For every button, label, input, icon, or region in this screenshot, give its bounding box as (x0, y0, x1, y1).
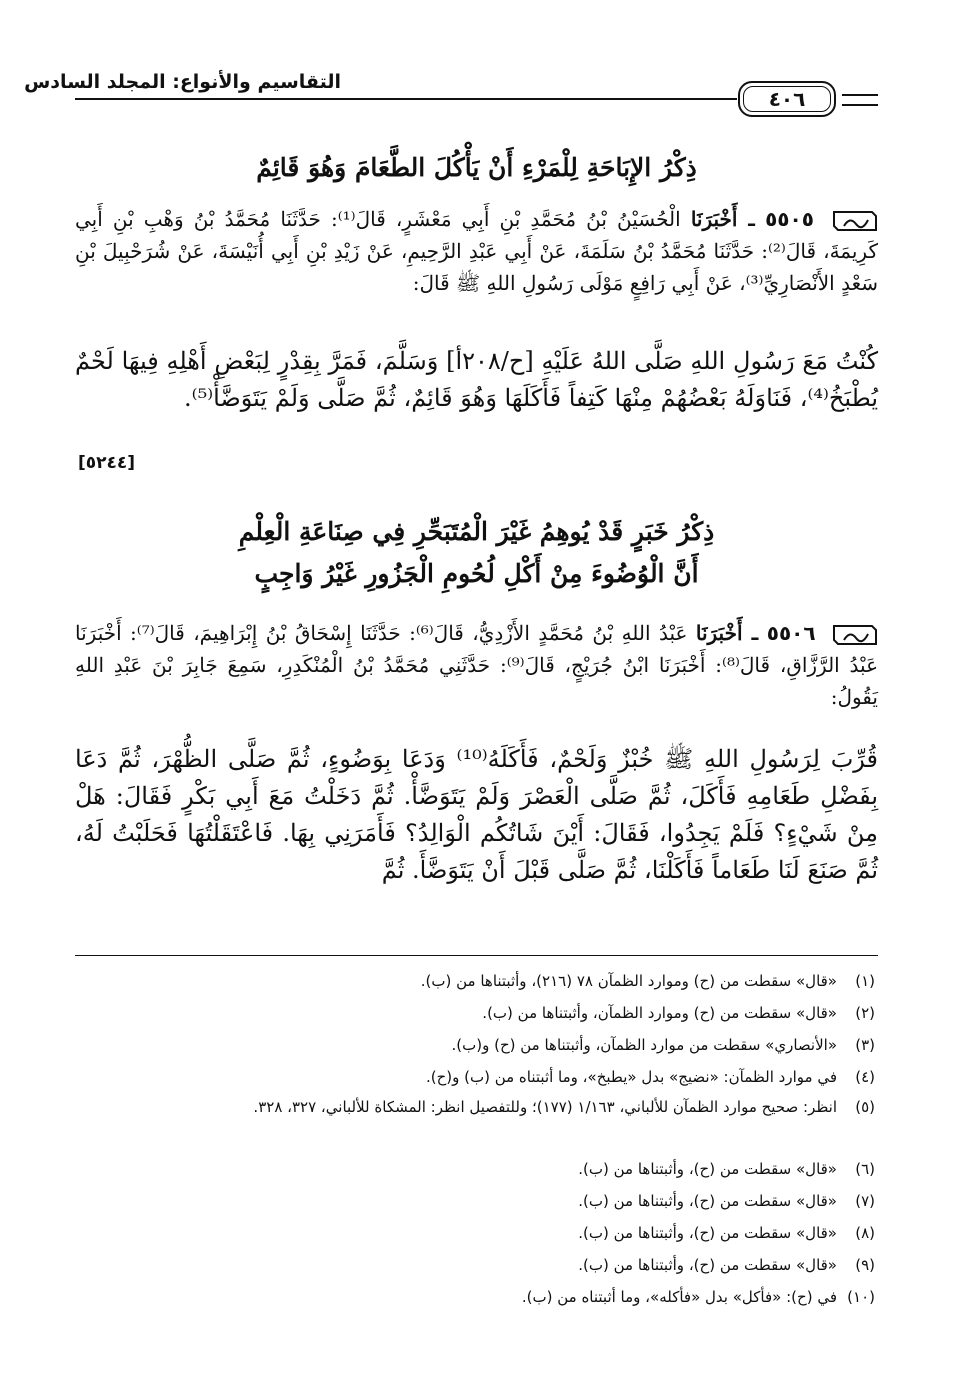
hadith-ornament-icon (832, 208, 878, 234)
section-2-heading-line-2: أَنَّ الْوُضُوءَ مِنْ أَكْلِ لُحُومِ الْجَزُورِ غَيْرُ وَاجِبٍ (254, 559, 699, 588)
akhbarana-label: أَخْبَرَنَا (695, 621, 743, 645)
section-2-heading-line-1: ذِكْرُ خَبَرٍ قَدْ يُوهِمُ غَيْرَ الْمُتَبَحِّرِ فِي صِنَاعَةِ الْعِلْمِ (238, 517, 715, 546)
running-title: التقاسيم والأنواع: المجلد السادس (24, 71, 341, 93)
footnote-6: (٦)«قال» سقطت من (ح)، وأثبتناها من (ب). (578, 1160, 875, 1178)
hadith-5505-reference: [٥٢٤٤] (78, 453, 136, 473)
hadith-5506-isnad: ٥٥٠٦ ـ أَخْبَرَنَا عَبْدُ اللهِ بْنُ مُحَمَّدٍ الأَزْدِيُّ، قَالَ⁽⁶⁾: حَدَّثَنَا إِسْحَاقُ بْنُ إِبْرَاهِيمَ، قَالَ⁽⁷⁾: أَخْبَرَنَا عَبْدُ الرَّزَّاقِ، قَالَ⁽⁸⁾: أَخْبَرَنَا ابْنُ جُرَيْجٍ، قَالَ⁽⁹⁾: حَدَّثَنِي مُحَمَّدُ بْنُ الْمُنْكَدِرِ، سَمِعَ جَابِرَ بْنَ عَبْدِ اللهِ يَقُولُ: (75, 621, 879, 709)
hadith-number: ٥٥٠٥ (765, 207, 814, 231)
hadith-5505-isnad: ٥٥٠٥ ـ أَخْبَرَنَا الْحُسَيْنُ بْنُ مُحَمَّدِ بْنِ أَبِي مَعْشَرٍ، قَالَ⁽¹⁾: حَدَّثَنَا مُحَمَّدُ بْنُ وَهْبِ بْنِ أَبِي كَرِيمَةَ، قَالَ⁽²⁾: حَدَّثَنَا مُحَمَّدُ بْنُ سَلَمَةَ، عَنْ أَبِي عَبْدِ الرَّحِيمِ، عَنْ زَيْدِ بْنِ أَبِي أُنَيْسَةَ، عَنْ شُرَحْبِيلَ بْنِ سَعْدٍ الأَنْصَارِيِّ⁽³⁾، عَنْ أَبِي رَافِعٍ مَوْلَى رَسُولِ اللهِ ﷺ قَالَ: (75, 207, 878, 295)
header-rule (75, 98, 737, 100)
footnote-4: (٤)في موارد الظمآن: «نضيج» بدل «يطبخ»، وما أثبتناه من (ب) و(ح). (425, 1068, 875, 1086)
hadith-ornament-icon (832, 622, 878, 648)
footnotes (75, 965, 875, 1313)
page-number: ٤٠٦ (768, 87, 806, 111)
footnote-1: (١)«قال» سقطت من (ح) وموارد الظمآن ٧٨ (٢١٦)، وأثبتناها من (ب). (420, 972, 875, 990)
footnote-5: (٥)انظر: صحيح موارد الظمآن للألباني، ١/١٦٣ (١٧٧)؛ وللتفصيل انظر: المشكاة للألباني، ٣٢٧، ٣٢٨. (253, 1098, 875, 1116)
footnote-3: (٣)«الأنصاري» سقطت من موارد الظمآن، وأثبتناها من (ح) و(ب). (451, 1036, 875, 1054)
hadith-number: ٥٥٠٦ (766, 621, 816, 645)
page-number-box (738, 81, 836, 117)
hadith-5505-matn: كُنْتُ مَعَ رَسُولِ اللهِ صَلَّى اللهُ عَلَيْهِ [ح/٢٠٨أ] وَسَلَّمَ، فَمَرَّ بِقِدْرٍ لِبَعْضِ أَهْلِهِ فِيهَا لَحْمٌ يُطْبَخُ⁽⁴⁾، فَنَاوَلَهُ بَعْضُهُمْ مِنْهَا كَتِفاً فَأَكَلَهَا وَهُوَ قَائِمٌ، ثُمَّ صَلَّى وَلَمْ يَتَوَضَّأْ⁽⁵⁾. (75, 347, 879, 412)
footnote-rule (75, 955, 878, 956)
footnote-8: (٨)«قال» سقطت من (ح)، وأثبتناها من (ب). (578, 1224, 875, 1242)
footnote-9: (٩)«قال» سقطت من (ح)، وأثبتناها من (ب). (578, 1256, 875, 1274)
section-1-heading: ذِكْرُ الإِبَاحَةِ لِلْمَرْءِ أَنْ يَأْكُلَ الطَّعَامَ وَهُوَ قَائِمٌ (256, 153, 697, 182)
akhbarana-label: أَخْبَرَنَا (690, 207, 738, 231)
footnote-2: (٢)«قال» سقطت من (ح) وموارد الظمآن، وأثبتناها من (ب). (482, 1004, 875, 1022)
footnote-7: (٧)«قال» سقطت من (ح)، وأثبتناها من (ب). (578, 1192, 875, 1210)
hadith-5506-matn: قُرِّبَ لِرَسُولِ اللهِ ﷺ خُبْزٌ وَلَحْمٌ، فَأَكَلَهُ⁽¹⁰⁾ وَدَعَا بِوَضُوءٍ، ثُمَّ صَلَّى الظُّهْرَ، ثُمَّ دَعَا بِفَضْلِ طَعَامِهِ فَأَكَلَ، ثُمَّ صَلَّى الْعَصْرَ وَلَمْ يَتَوَضَّأْ. ثُمَّ دَخَلْتُ مَعَ أَبِي بَكْرٍ فَقَالَ: هَلْ مِنْ شَيْءٍ؟ فَلَمْ يَجِدُوا، فَقَالَ: أَيْنَ شَاتُكُم الْوَالِدُ؟ فَأَمَرَنِي بِهَا. فَاعْتَقَلْتُهَا فَحَلَبْتُ لَهُ، ثُمَّ صَنَعَ لَنَا طَعَاماً فَأَكَلْنَا، ثُمَّ صَلَّى قَبْلَ أَنْ يَتَوَضَّأَ. ثُمَّ (75, 745, 879, 884)
isnad-text: الْحُسَيْنُ بْنُ مُحَمَّدِ بْنِ أَبِي مَعْشَرٍ، قَالَ⁽¹⁾: حَدَّثَنَا مُحَمَّدُ بْنُ وَهْبِ بْنِ أَبِي كَرِيمَةَ، قَالَ⁽²⁾: حَدَّثَنَا مُحَمَّدُ بْنُ سَلَمَةَ، عَنْ أَبِي عَبْدِ الرَّحِيمِ، عَنْ زَيْدِ بْنِ أَبِي أُنَيْسَةَ، عَنْ شُرَحْبِيلَ بْنِ سَعْدٍ الأَنْصَارِيِّ⁽³⁾، عَنْ أَبِي رَافِعٍ مَوْلَى رَسُولِ اللهِ ﷺ قَالَ: (75, 207, 878, 295)
header-ornament (842, 94, 878, 106)
footnote-10: (١٠)في (ح): «فأكل» بدل «فأكله»، وما أثبتناه من (ب). (521, 1288, 875, 1306)
isnad-text: عَبْدُ اللهِ بْنُ مُحَمَّدٍ الأَزْدِيُّ، قَالَ⁽⁶⁾: حَدَّثَنَا إِسْحَاقُ بْنُ إِبْرَاهِيمَ، قَالَ⁽⁷⁾: أَخْبَرَنَا عَبْدُ الرَّزَّاقِ، قَالَ⁽⁸⁾: أَخْبَرَنَا ابْنُ جُرَيْجٍ، قَالَ⁽⁹⁾: حَدَّثَنِي مُحَمَّدُ بْنُ الْمُنْكَدِرِ، سَمِعَ جَابِرَ بْنَ عَبْدِ اللهِ يَقُولُ: (75, 621, 879, 709)
